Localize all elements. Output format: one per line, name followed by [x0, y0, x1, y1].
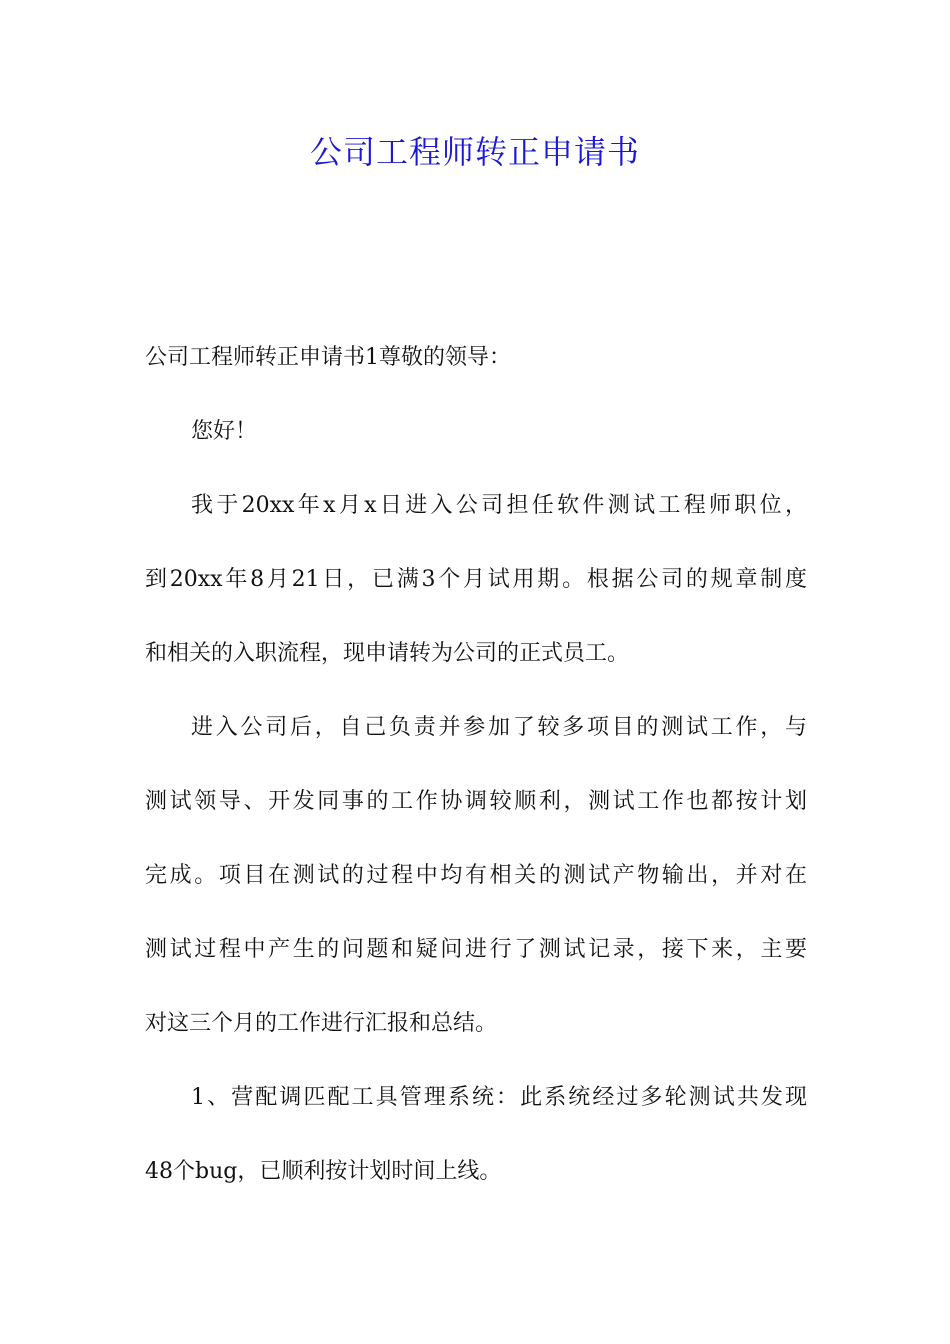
- paragraph-work-summary: [145, 710, 807, 1041]
- intro-line-1: 我于20xx年x月x日进入公司担任软件测试工程师职位，: [191, 493, 807, 518]
- item-1-line-1: 1、营配调匹配工具管理系统：此系统经过多轮测试共发现: [191, 1085, 807, 1110]
- summary-line-2: 测试领导、开发同事的工作协调较顺利，测试工作也都按计划: [145, 789, 807, 814]
- intro-line-3: 和相关的入职流程，现申请转为公司的正式员工。: [145, 641, 630, 666]
- paragraph-intro: [145, 488, 807, 671]
- document-title: 公司工程师转正申请书: [309, 133, 640, 171]
- salutation-line: 公司工程师转正申请书1尊敬的领导：: [145, 345, 511, 370]
- item-1-line-2: 48个bug，已顺利按计划时间上线。: [145, 1159, 502, 1184]
- summary-line-3: 完成。项目在测试的过程中均有相关的测试产物输出，并对在: [145, 863, 807, 888]
- summary-line-5: 对这三个月的工作进行汇报和总结。: [145, 1011, 498, 1036]
- document-body: [145, 340, 807, 1228]
- paragraph-greeting: [145, 414, 807, 449]
- paragraph-salutation: [145, 340, 807, 375]
- paragraph-item-1: [145, 1080, 807, 1189]
- summary-line-1: 进入公司后，自己负责并参加了较多项目的测试工作，与: [191, 715, 807, 740]
- greeting-line: 您好！: [191, 419, 258, 444]
- summary-line-4: 测试过程中产生的问题和疑问进行了测试记录，接下来，主要: [145, 937, 807, 962]
- intro-line-2: 到20xx年8月21日，已满3个月试用期。根据公司的规章制度: [145, 567, 807, 592]
